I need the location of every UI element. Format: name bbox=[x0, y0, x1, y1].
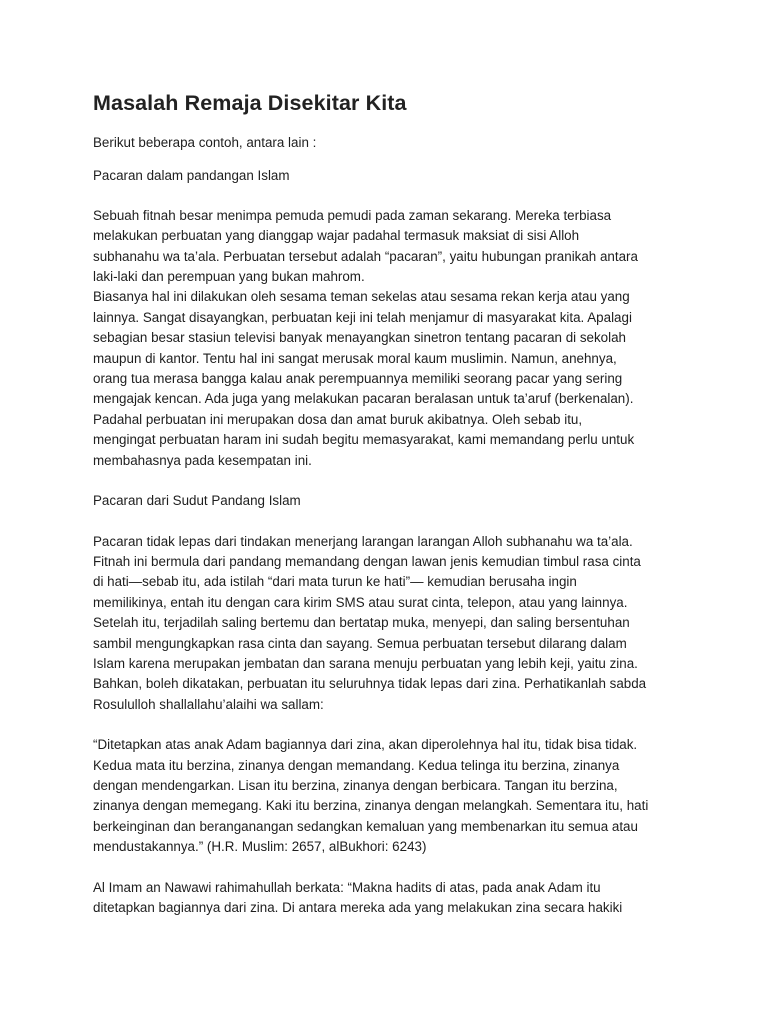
section-heading-pacaran-sudut-pandang: Pacaran dari Sudut Pandang Islam bbox=[93, 493, 301, 509]
section-heading-pacaran-dalam-islam: Pacaran dalam pandangan Islam bbox=[93, 168, 290, 184]
nawawi-paragraph: Al Imam an Nawawi rahimahullah berkata: “Makna hadits di atas, pada anak Adam itu ditetapkan bagiannya dari zina. Di antara mereka ada yang melakukan zina secara hakiki bbox=[93, 879, 623, 915]
body-paragraph-1: Sebuah fitnah besar menimpa pemuda pemudi pada zaman sekarang. Mereka terbiasa melakukan perbuatan yang dianggap wajar padahal termasuk maksiat di sisi Alloh subhanahu wa ta’ala. Perbuatan tersebut adalah “pacaran”, yaitu hubungan pranikah antara laki-laki dan perempuan yang bukan mahrom. Biasanya hal ini dilakukan oleh sesama teman sekelas atau sesama rekan kerja atau yang lainnya. Sangat disayangkan, perbuatan keji ini telah menjamur di masyarakat kita. Apalagi sebagian besar stasiun televisi banyak menayangkan sinetron tentang pacaran di sekolah maupun di kantor. Tentu hal ini sangat merusak moral kaum muslimin. Namun, anehnya, orang tua merasa bangga kalau anak perempuannya memiliki seorang pacar yang sering mengajak kencan. Ada juga yang melakukan pacaran beralasan untuk ta’aruf (berkenalan). Padahal perbuatan ini merupakan dosa dan amat buruk akibatnya. Oleh sebab itu, mengingat perbuatan haram ini sudah begitu memasyarakat, kami memandang perlu untuk membahasnya pada kesempatan ini. bbox=[93, 207, 638, 468]
intro-paragraph: Berikut beberapa contoh, antara lain : bbox=[93, 135, 317, 150]
hadith-quote: “Ditetapkan atas anak Adam bagiannya dari zina, akan diperolehnya hal itu, tidak bisa tidak. Kedua mata itu berzina, zinanya dengan memandang. Kedua telinga itu berzina, zinanya dengan mendengarkan. Lisan itu berzina, zinanya dengan berbicara. Tangan itu berzina, zinanya dengan memegang. Kaki itu berzina, zinanya dengan melangkah. Sementara itu, hati berkeinginan dan beranganangan sedangkan kemaluan yang membenarkan itu semua atau mendustakannya.” (H.R. Muslim: 2657, alBukhori: 6243) bbox=[93, 737, 649, 855]
body-paragraph-2: Pacaran tidak lepas dari tindakan menerjang larangan larangan Alloh subhanahu wa ta’ala. Fitnah ini bermula dari pandang memandang dengan lawan jenis kemudian timbul rasa cinta di hati—sebab itu, ada istilah “dari mata turun ke hati”— kemudian berusaha ingin memilikinya, entah itu dengan cara kirim SMS atau surat cinta, telepon, atau yang lainnya. Setelah itu, terjadilah saling bertemu dan bertatap muka, menyepi, dan saling bersentuhan sambil mengungkapkan rasa cinta dan sayang. Semua perbuatan tersebut dilarang dalam Islam karena merupakan jembatan dan sarana menuju perbuatan yang lebih keji, yaitu zina. Bahkan, boleh dikatakan, perbuatan itu seluruhnya tidak lepas dari zina. Perhatikanlah sabda Rosululloh shallallahu’alaihi wa sallam: bbox=[93, 533, 647, 712]
document-page bbox=[93, 86, 683, 918]
document-title: Masalah Remaja Disekitar Kita bbox=[93, 91, 407, 115]
